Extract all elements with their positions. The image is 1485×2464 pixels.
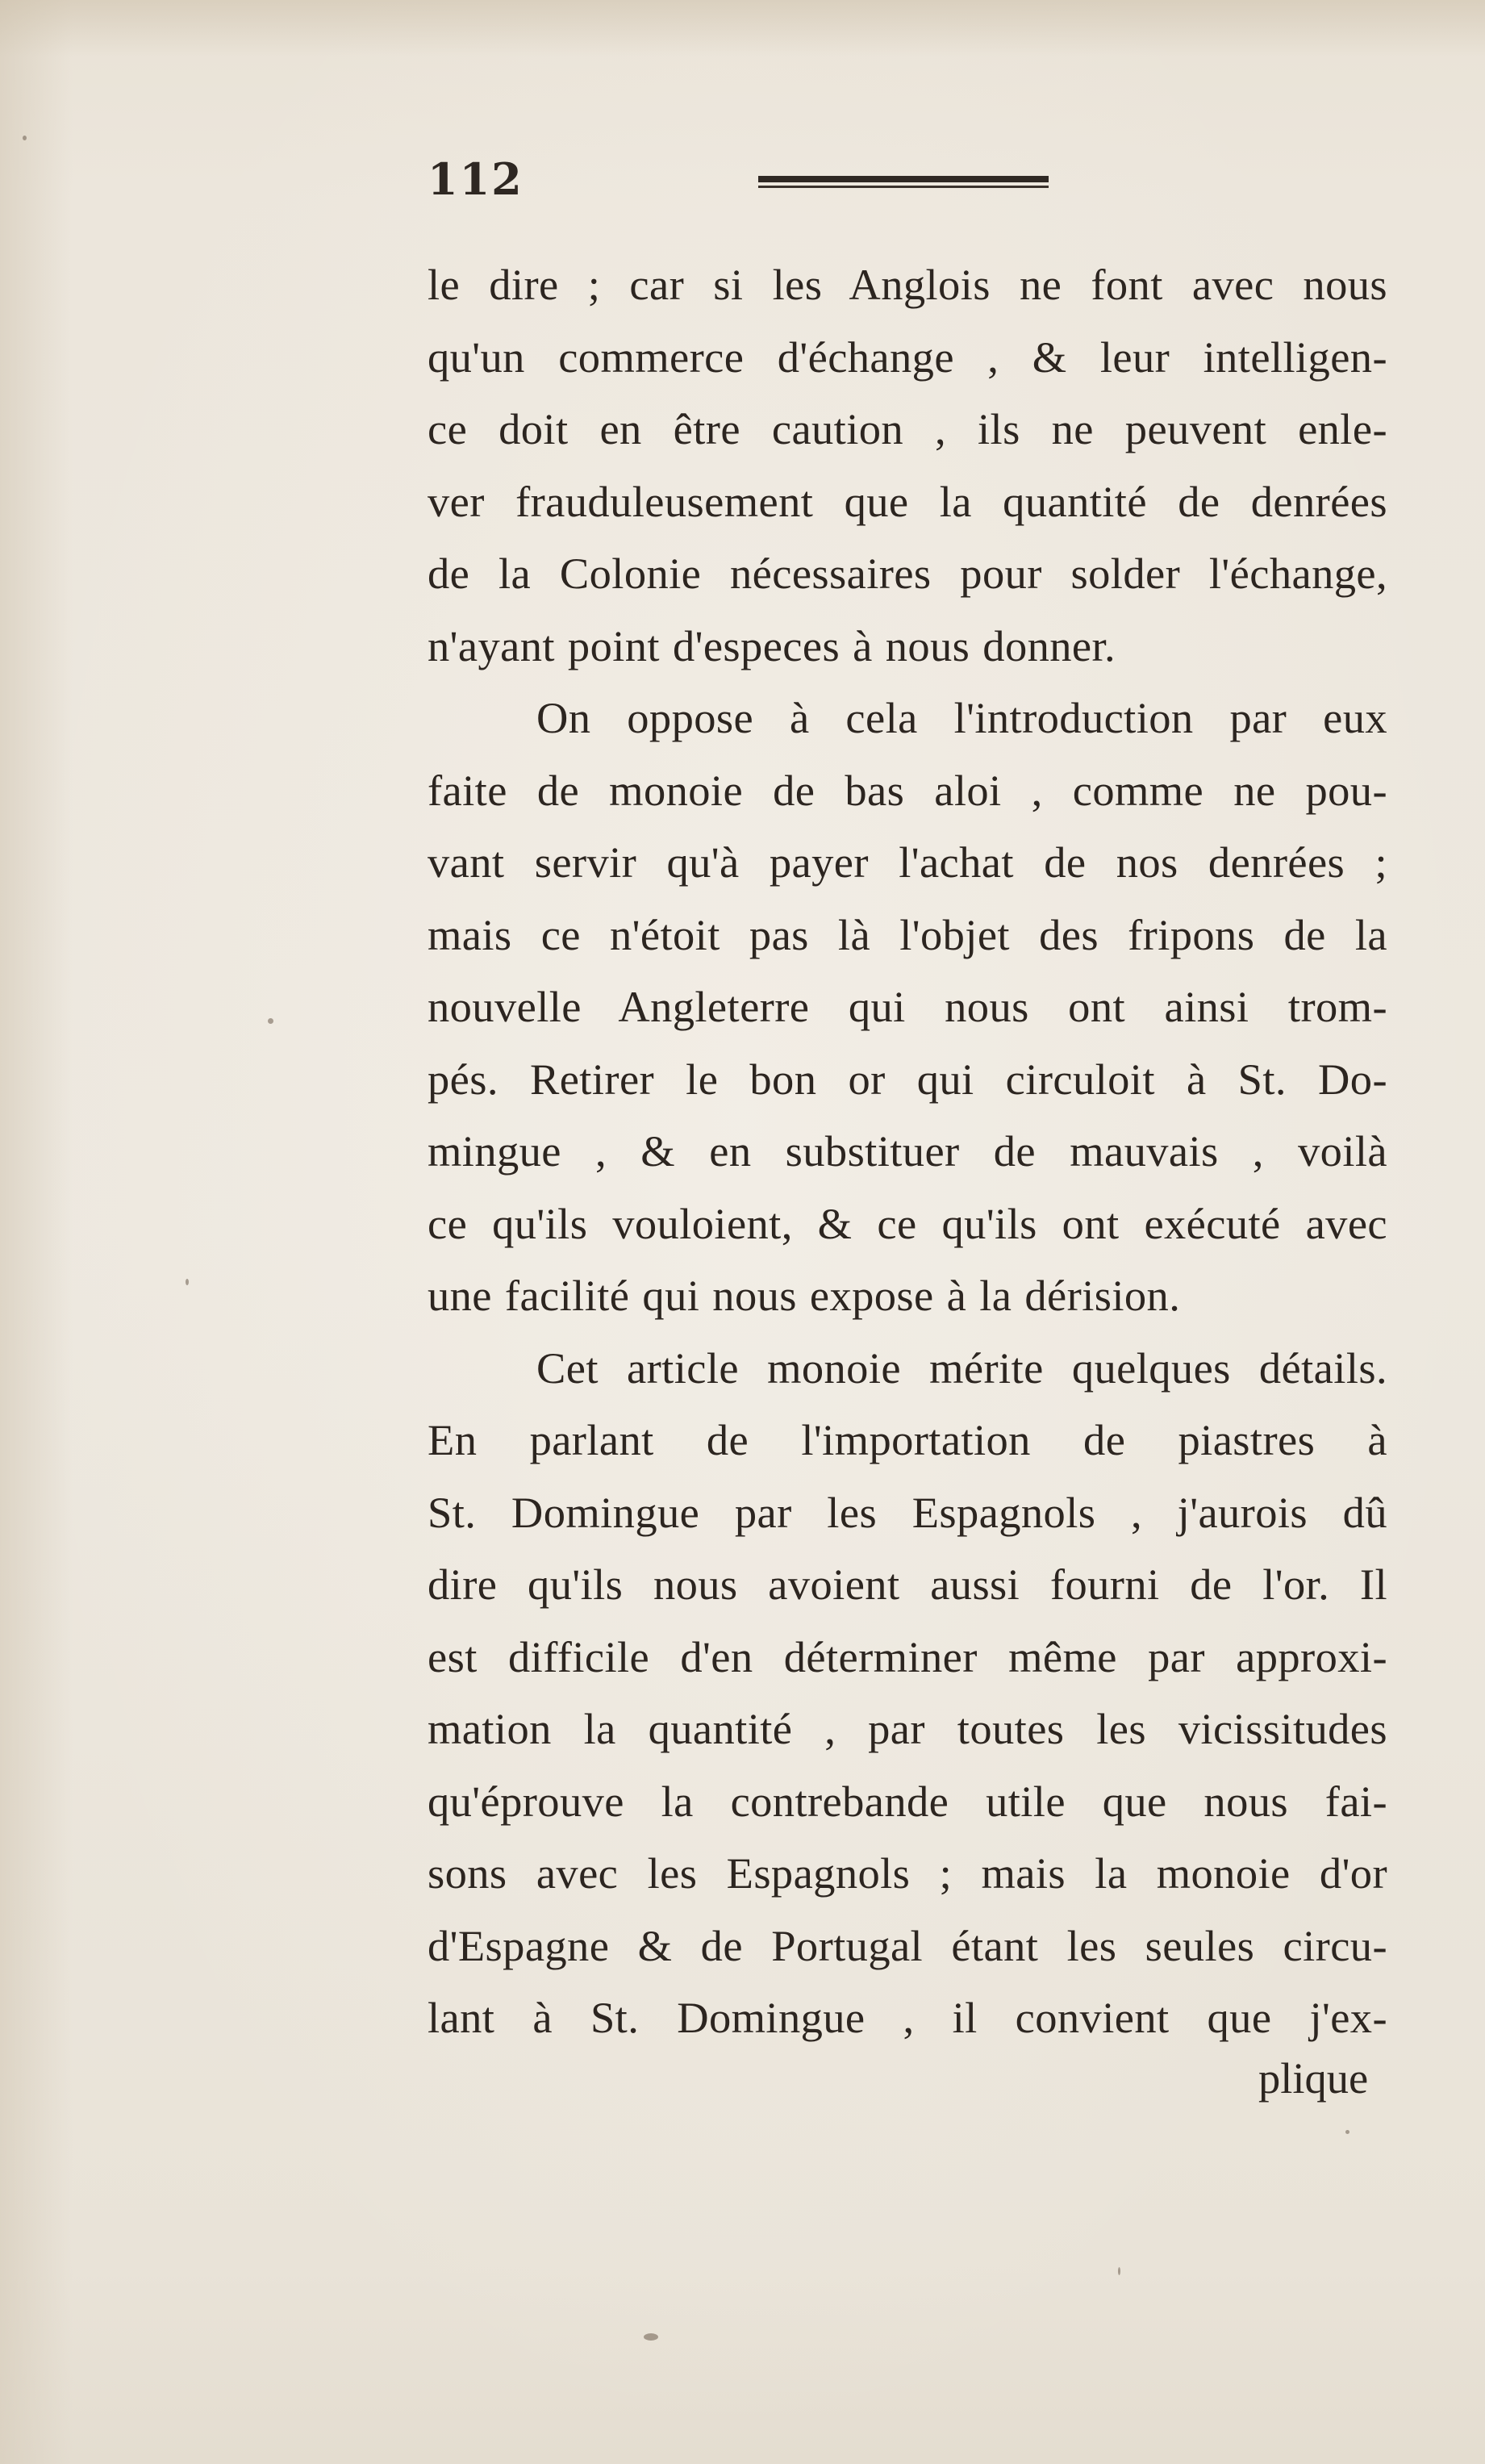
header-rule-thick <box>758 176 1049 182</box>
text-line: ce doit en être caution , ils ne peuvent enle- <box>428 404 1387 453</box>
text-line: est difficile d'en déterminer même par approxi- <box>428 1631 1387 1681</box>
header-rule-thin <box>758 186 1049 188</box>
header-rule <box>758 174 1049 192</box>
paper-speck <box>644 2333 658 2341</box>
text-line: le dire ; car si les Anglois ne font avec nous <box>428 260 1387 309</box>
text-line: St. Domingue par les Espagnols , j'aurois dû <box>428 1487 1387 1537</box>
text-line: En parlant de l'importation de piastres à <box>428 1415 1387 1464</box>
paper-speck <box>1118 2267 1120 2275</box>
text-line: nouvelle Angleterre qui nous ont ainsi trom- <box>428 982 1387 1031</box>
page-number: 112 <box>428 153 524 205</box>
text-line: vant servir qu'à payer l'achat de nos denrées ; <box>428 837 1387 887</box>
paper-speck <box>268 1018 273 1024</box>
text-line: qu'éprouve la contrebande utile que nous fai- <box>428 1776 1387 1826</box>
text-line: pés. Retirer le bon or qui circuloit à St. Do- <box>428 1054 1387 1104</box>
text-line: Cet article monoie mérite quelques détails. <box>536 1343 1387 1393</box>
text-line: ver frauduleusement que la quantité de denrées <box>428 476 1387 526</box>
text-line: mation la quantité , par toutes les vicissitudes <box>428 1704 1387 1753</box>
text-line: mingue , & en substituer de mauvais , voilà <box>428 1126 1387 1176</box>
body-text <box>428 248 1387 2054</box>
paper-speck <box>1345 2130 1349 2134</box>
text-line: faite de monoie de bas aloi , comme ne pou- <box>428 765 1387 815</box>
text-line: sons avec les Espagnols ; mais la monoie d'or <box>428 1848 1387 1898</box>
paper-speck <box>186 1279 189 1285</box>
paper-speck <box>23 136 27 140</box>
text-line: ce qu'ils vouloient, & ce qu'ils ont exécuté avec <box>428 1198 1387 1248</box>
catchword: plique <box>1258 2053 1369 2103</box>
text-line: qu'un commerce d'échange , & leur intelligen- <box>428 332 1387 382</box>
text-line: n'ayant point d'especes à nous donner. <box>428 620 1116 670</box>
text-line: dire qu'ils nous avoient aussi fourni de l'or. Il <box>428 1560 1387 1609</box>
text-line: mais ce n'étoit pas là l'objet des fripons de la <box>428 909 1387 959</box>
text-line: On oppose à cela l'introduction par eux <box>536 693 1387 742</box>
text-line: de la Colonie nécessaires pour solder l'échange, <box>428 549 1387 598</box>
text-line: lant à St. Domingue , il convient que j'ex- <box>428 1993 1387 2042</box>
page-header <box>428 155 1387 228</box>
text-line: une facilité qui nous expose à la dérision. <box>428 1271 1181 1320</box>
text-line: d'Espagne & de Portugal étant les seules circu- <box>428 1920 1387 1970</box>
